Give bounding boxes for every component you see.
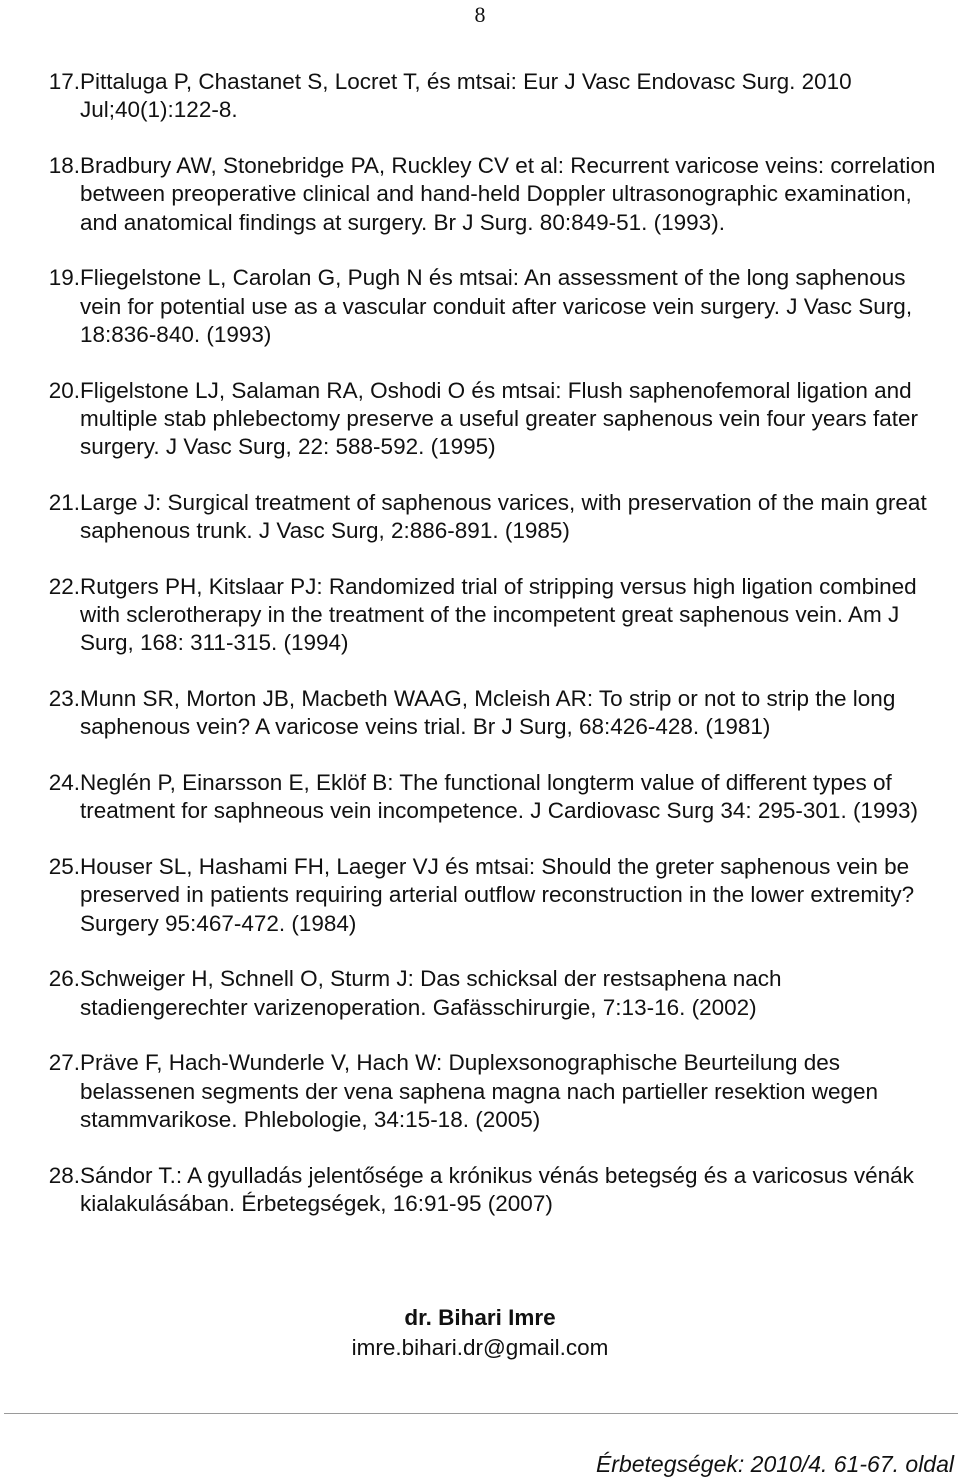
reference-item [36, 68, 946, 125]
reference-text: Neglén P, Einarsson E, Eklöf B: The functional longterm value of different types of treatment for saphneous vein incompetence. J Cardiovasc Surg 34: 295-301. (1993) [80, 770, 918, 824]
reference-number: 25. [48, 854, 80, 880]
reference-number: 22. [48, 573, 80, 599]
reference-number: 17. [48, 69, 80, 94]
reference-text: Large J: Surgical treatment of saphenous varices, with preservation of the main great saphenous trunk. J Vasc Surg, 2:886-891. (1985) [80, 489, 927, 544]
reference-item [36, 573, 946, 658]
reference-text: Munn SR, Morton JB, Macbeth WAAG, Mcleish AR: To strip or not to strip the long saphenous vein? A varicose veins trial. Br J Surg, 68:426-428. (1981) [80, 686, 896, 740]
reference-item [36, 965, 946, 1022]
reference-text: Bradbury AW, Stonebridge PA, Ruckley CV et al: Recurrent varicose veins: correlation between preoperative clinical and hand-held Doppler ultrasonographic examination, and anatomical findings at surgery. Br J Surg. 80:849-51. (1993). [80, 152, 936, 235]
author-email: imre.bihari.dr@gmail.com [351, 1335, 609, 1360]
reference-item [36, 152, 946, 237]
reference-number: 18. [48, 152, 80, 178]
reference-text: Pittaluga P, Chastanet S, Locret T, és mtsai: Eur J Vasc Endovasc Surg. 2010 Jul;40(1):122-8. [80, 69, 852, 123]
reference-number: 23. [48, 686, 80, 712]
reference-text: Präve F, Hach-Wunderle V, Hach W: Duplexsonographische Beurteilung des belassenen segments der vena saphena magna nach partieller resektion wegen stammvarikose. Phlebologie, 34:15-18. (2005) [80, 1050, 879, 1132]
reference-text: Fliegelstone L, Carolan G, Pugh N és mtsai: An assessment of the long saphenous vein for potential use as a vascular conduit after varicose vein surgery. J Vasc Surg, 18:836-840. (1993) [80, 265, 913, 347]
footer-divider [4, 1413, 958, 1414]
author-name: dr. Bihari Imre [404, 1305, 556, 1330]
reference-text: Rutgers PH, Kitslaar PJ: Randomized trial of stripping versus high ligation combined with sclerotherapy in the treatment of the incompetent great saphenous vein. Am J Surg, 168: 311-315. (1994) [80, 573, 917, 656]
reference-item [36, 685, 946, 742]
reference-number: 24. [48, 770, 80, 796]
author-block [0, 1303, 960, 1363]
reference-text: Schweiger H, Schnell O, Sturm J: Das schicksal der restsaphena nach stadiengerechter varizenoperation. Gafässchirurgie, 7:13-16. (2002) [80, 966, 782, 1020]
page-number: 8 [474, 2, 486, 27]
reference-item [36, 853, 946, 938]
reference-text: Sándor T.: A gyulladás jelentősége a krónikus vénás betegség és a varicosus vénák kialakulásában. Érbetegségek, 16:91-95 (2007) [80, 1162, 914, 1216]
reference-text: Fligelstone LJ, Salaman RA, Oshodi O és mtsai: Flush saphenofemoral ligation and multiple stab phlebectomy preserve a useful greater saphenous vein four years fater surgery. J Vasc Surg, 22: 588-592. (1995) [80, 377, 918, 460]
reference-number: 27. [48, 1050, 80, 1076]
reference-item [36, 377, 946, 462]
reference-item [36, 264, 946, 349]
reference-number: 26. [48, 966, 80, 992]
reference-number: 20. [48, 377, 80, 403]
reference-item [36, 1162, 946, 1219]
reference-text: Houser SL, Hashami FH, Laeger VJ és mtsai: Should the greter saphenous vein be preserved in patients requiring arterial outflow reconstruction in the lower extremity? Surgery 95:467-472. (1984) [80, 854, 915, 936]
reference-number: 19. [48, 265, 80, 291]
reference-number: 28. [48, 1162, 80, 1188]
footer-citation: Érbetegségek: 2010/4. 61-67. oldal [595, 1451, 954, 1477]
reference-item [36, 1049, 946, 1134]
reference-number: 21. [48, 489, 80, 515]
reference-item [36, 489, 946, 546]
reference-list [36, 68, 946, 1246]
reference-item [36, 769, 946, 826]
